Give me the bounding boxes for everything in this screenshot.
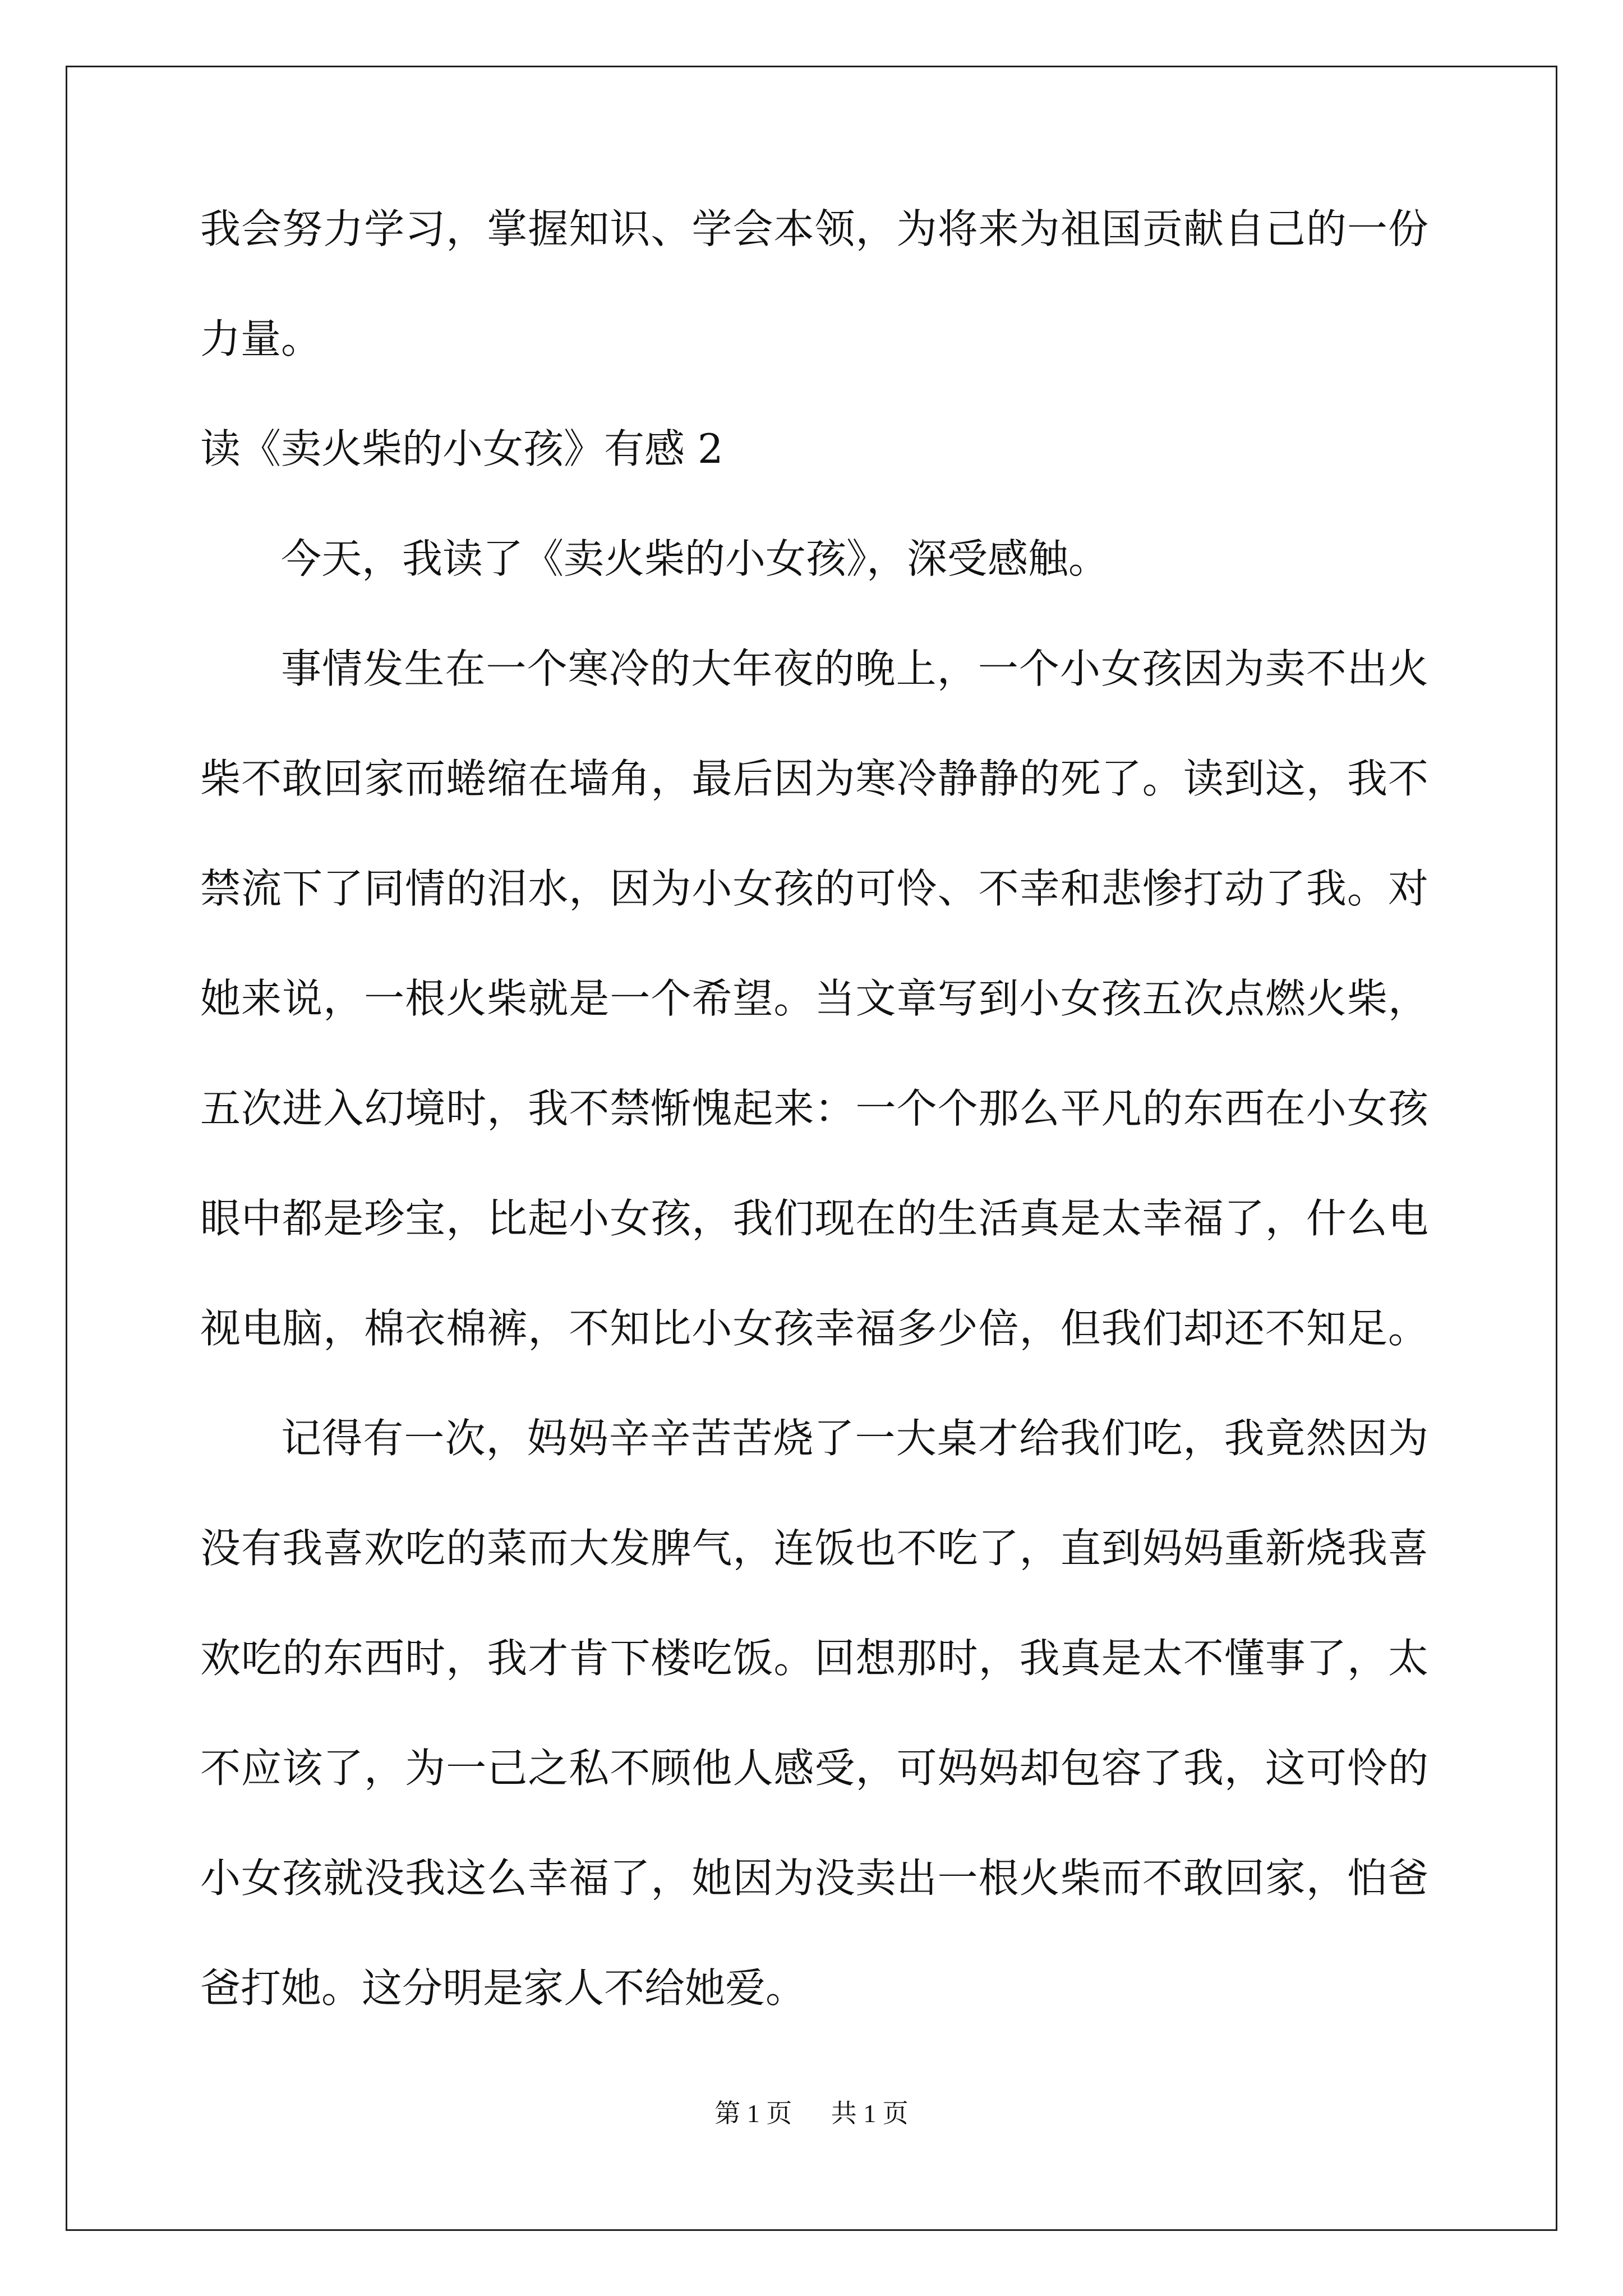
paragraph-line: 小女孩就没我这么幸福了，她因为没卖出一根火柴而不敢回家，怕爸: [200, 1855, 1428, 1902]
paragraph-line: 她来说，一根火柴就是一个希望。当文章写到小女孩五次点燃火柴，: [200, 975, 1428, 1022]
paragraph-line: 五次进入幻境时，我不禁惭愧起来：一个个那么平凡的东西在小女孩: [200, 1085, 1428, 1132]
text-line: 我会努力学习，掌握知识、学会本领，为将来为祖国贡献自己的一份: [200, 205, 1428, 252]
page-number: 第 1 页: [714, 2099, 792, 2128]
paragraph-line: 记得有一次，妈妈辛辛苦苦烧了一大桌才给我们吃，我竟然因为: [281, 1415, 1428, 1462]
page-total: 共 1 页: [831, 2099, 909, 2128]
paragraph-line: 爸打她。这分明是家人不给她爱。: [200, 1964, 806, 2012]
section-heading: 读《卖火柴的小女孩》有感 2: [200, 425, 723, 472]
paragraph-line: 今天，我读了《卖火柴的小女孩》，深受感触。: [281, 535, 1109, 582]
paragraph-line: 视电脑，棉衣棉裤，不知比小女孩幸福多少倍，但我们却还不知足。: [200, 1305, 1428, 1352]
paragraph-line: 禁流下了同情的泪水，因为小女孩的可怜、不幸和悲惨打动了我。对: [200, 865, 1428, 912]
text-line: 力量。: [200, 315, 322, 362]
paragraph-line: 不应该了，为一己之私不顾他人感受，可妈妈却包容了我，这可怜的: [200, 1745, 1428, 1792]
page-footer: [0, 2101, 1623, 2127]
paragraph-line: 欢吃的东西时，我才肯下楼吃饭。回想那时，我真是太不懂事了，太: [200, 1635, 1428, 1682]
paragraph-line: 柴不敢回家而蜷缩在墙角，最后因为寒冷静静的死了。读到这，我不: [200, 755, 1428, 802]
paragraph-line: 没有我喜欢吃的菜而大发脾气，连饭也不吃了，直到妈妈重新烧我喜: [200, 1525, 1428, 1572]
paragraph-line: 眼中都是珍宝，比起小女孩，我们现在的生活真是太幸福了，什么电: [200, 1195, 1428, 1242]
document-body: [200, 205, 1428, 2012]
paragraph-line: 事情发生在一个寒冷的大年夜的晚上，一个小女孩因为卖不出火: [281, 645, 1428, 692]
